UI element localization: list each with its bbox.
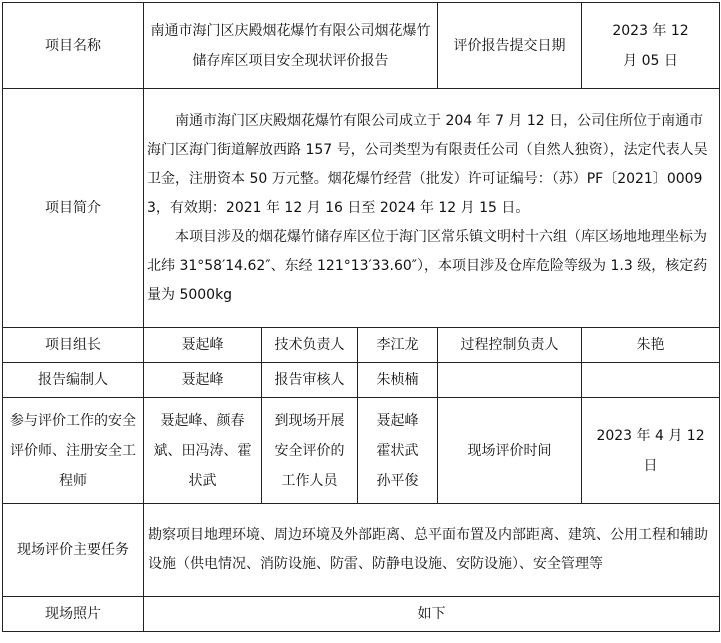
onsite-staff-label: 到现场开展安全评价的工作人员 (262, 398, 358, 504)
project-name-label: 项目名称 (3, 3, 144, 89)
site-photos-label: 现场照片 (3, 597, 144, 632)
reviewer-name: 朱桢楠 (358, 363, 438, 398)
evaluators-label: 参与评价工作的安全评价师、注册安全工程师 (3, 398, 144, 504)
row-evaluators (3, 398, 720, 504)
intro-paragraph-2: 本项目涉及的烟花爆竹储存库区位于海门区常乐镇文明村十六组（库区场地地理坐标为北纬 31°58′14.62″、东经 121°13′33.60″），本项目涉及仓库危险等级为 1.3 级，核定药量为 5000kg (147, 228, 708, 303)
main-tasks-label: 现场评价主要任务 (3, 504, 144, 597)
editor-label: 报告编制人 (3, 363, 144, 398)
row-main-tasks (3, 504, 720, 597)
process-control-name: 朱艳 (582, 328, 720, 363)
submit-date-value: 2023 年 12 月 05 日 (582, 3, 720, 89)
row-site-photos (3, 597, 720, 632)
project-info-table (2, 2, 720, 632)
row-project-leader (3, 328, 720, 363)
onsite-time-label: 现场评价时间 (438, 398, 582, 504)
row-report-editor (3, 363, 720, 398)
tech-lead-name: 李江龙 (358, 328, 438, 363)
editor-name: 聂起峰 (144, 363, 262, 398)
onsite-staff-names: 聂起峰 霍状武 孙平俊 (358, 398, 438, 504)
main-tasks-value: 勘察项目地理环境、周边环境及外部距离、总平面布置及内部距离、建筑、公用工程和辅助设施（供电情况、消防设施、防雷、防静电设施、安防设施）、安全管理等 (144, 504, 720, 597)
evaluators-names: 聂起峰、颜春斌、田冯涛、霍状武 (144, 398, 262, 504)
row-project-intro (3, 89, 720, 328)
site-photos-value: 如下 (144, 597, 720, 632)
onsite-time-value: 2023 年 4 月 12 日 (582, 398, 720, 504)
project-name-value: 南通市海门区庆殿烟花爆竹有限公司烟花爆竹储存库区项目安全现状评价报告 (144, 3, 438, 89)
leader-name: 聂起峰 (144, 328, 262, 363)
row-project-name (3, 3, 720, 89)
project-intro-label: 项目简介 (3, 89, 144, 328)
project-intro-text (144, 89, 720, 328)
intro-paragraph-1: 南通市海门区庆殿烟花爆竹有限公司成立于 204 年 7 月 12 日，公司住所位于南通市海门区海门街道解放西路 157 号，公司类型为有限责任公司（自然人独资），法定代表人吴卫金，注册资本 50 万元整。烟花爆竹经营（批发）许可证编号：（苏）PF〔2021〕00093，有效期：2021 年 12 月 16 日至 2024 年 12 月 15 日。 (147, 112, 708, 216)
reviewer-label: 报告审核人 (262, 363, 358, 398)
tech-lead-label: 技术负责人 (262, 328, 358, 363)
process-control-label: 过程控制负责人 (438, 328, 582, 363)
leader-label: 项目组长 (3, 328, 144, 363)
submit-date-label: 评价报告提交日期 (438, 3, 582, 89)
